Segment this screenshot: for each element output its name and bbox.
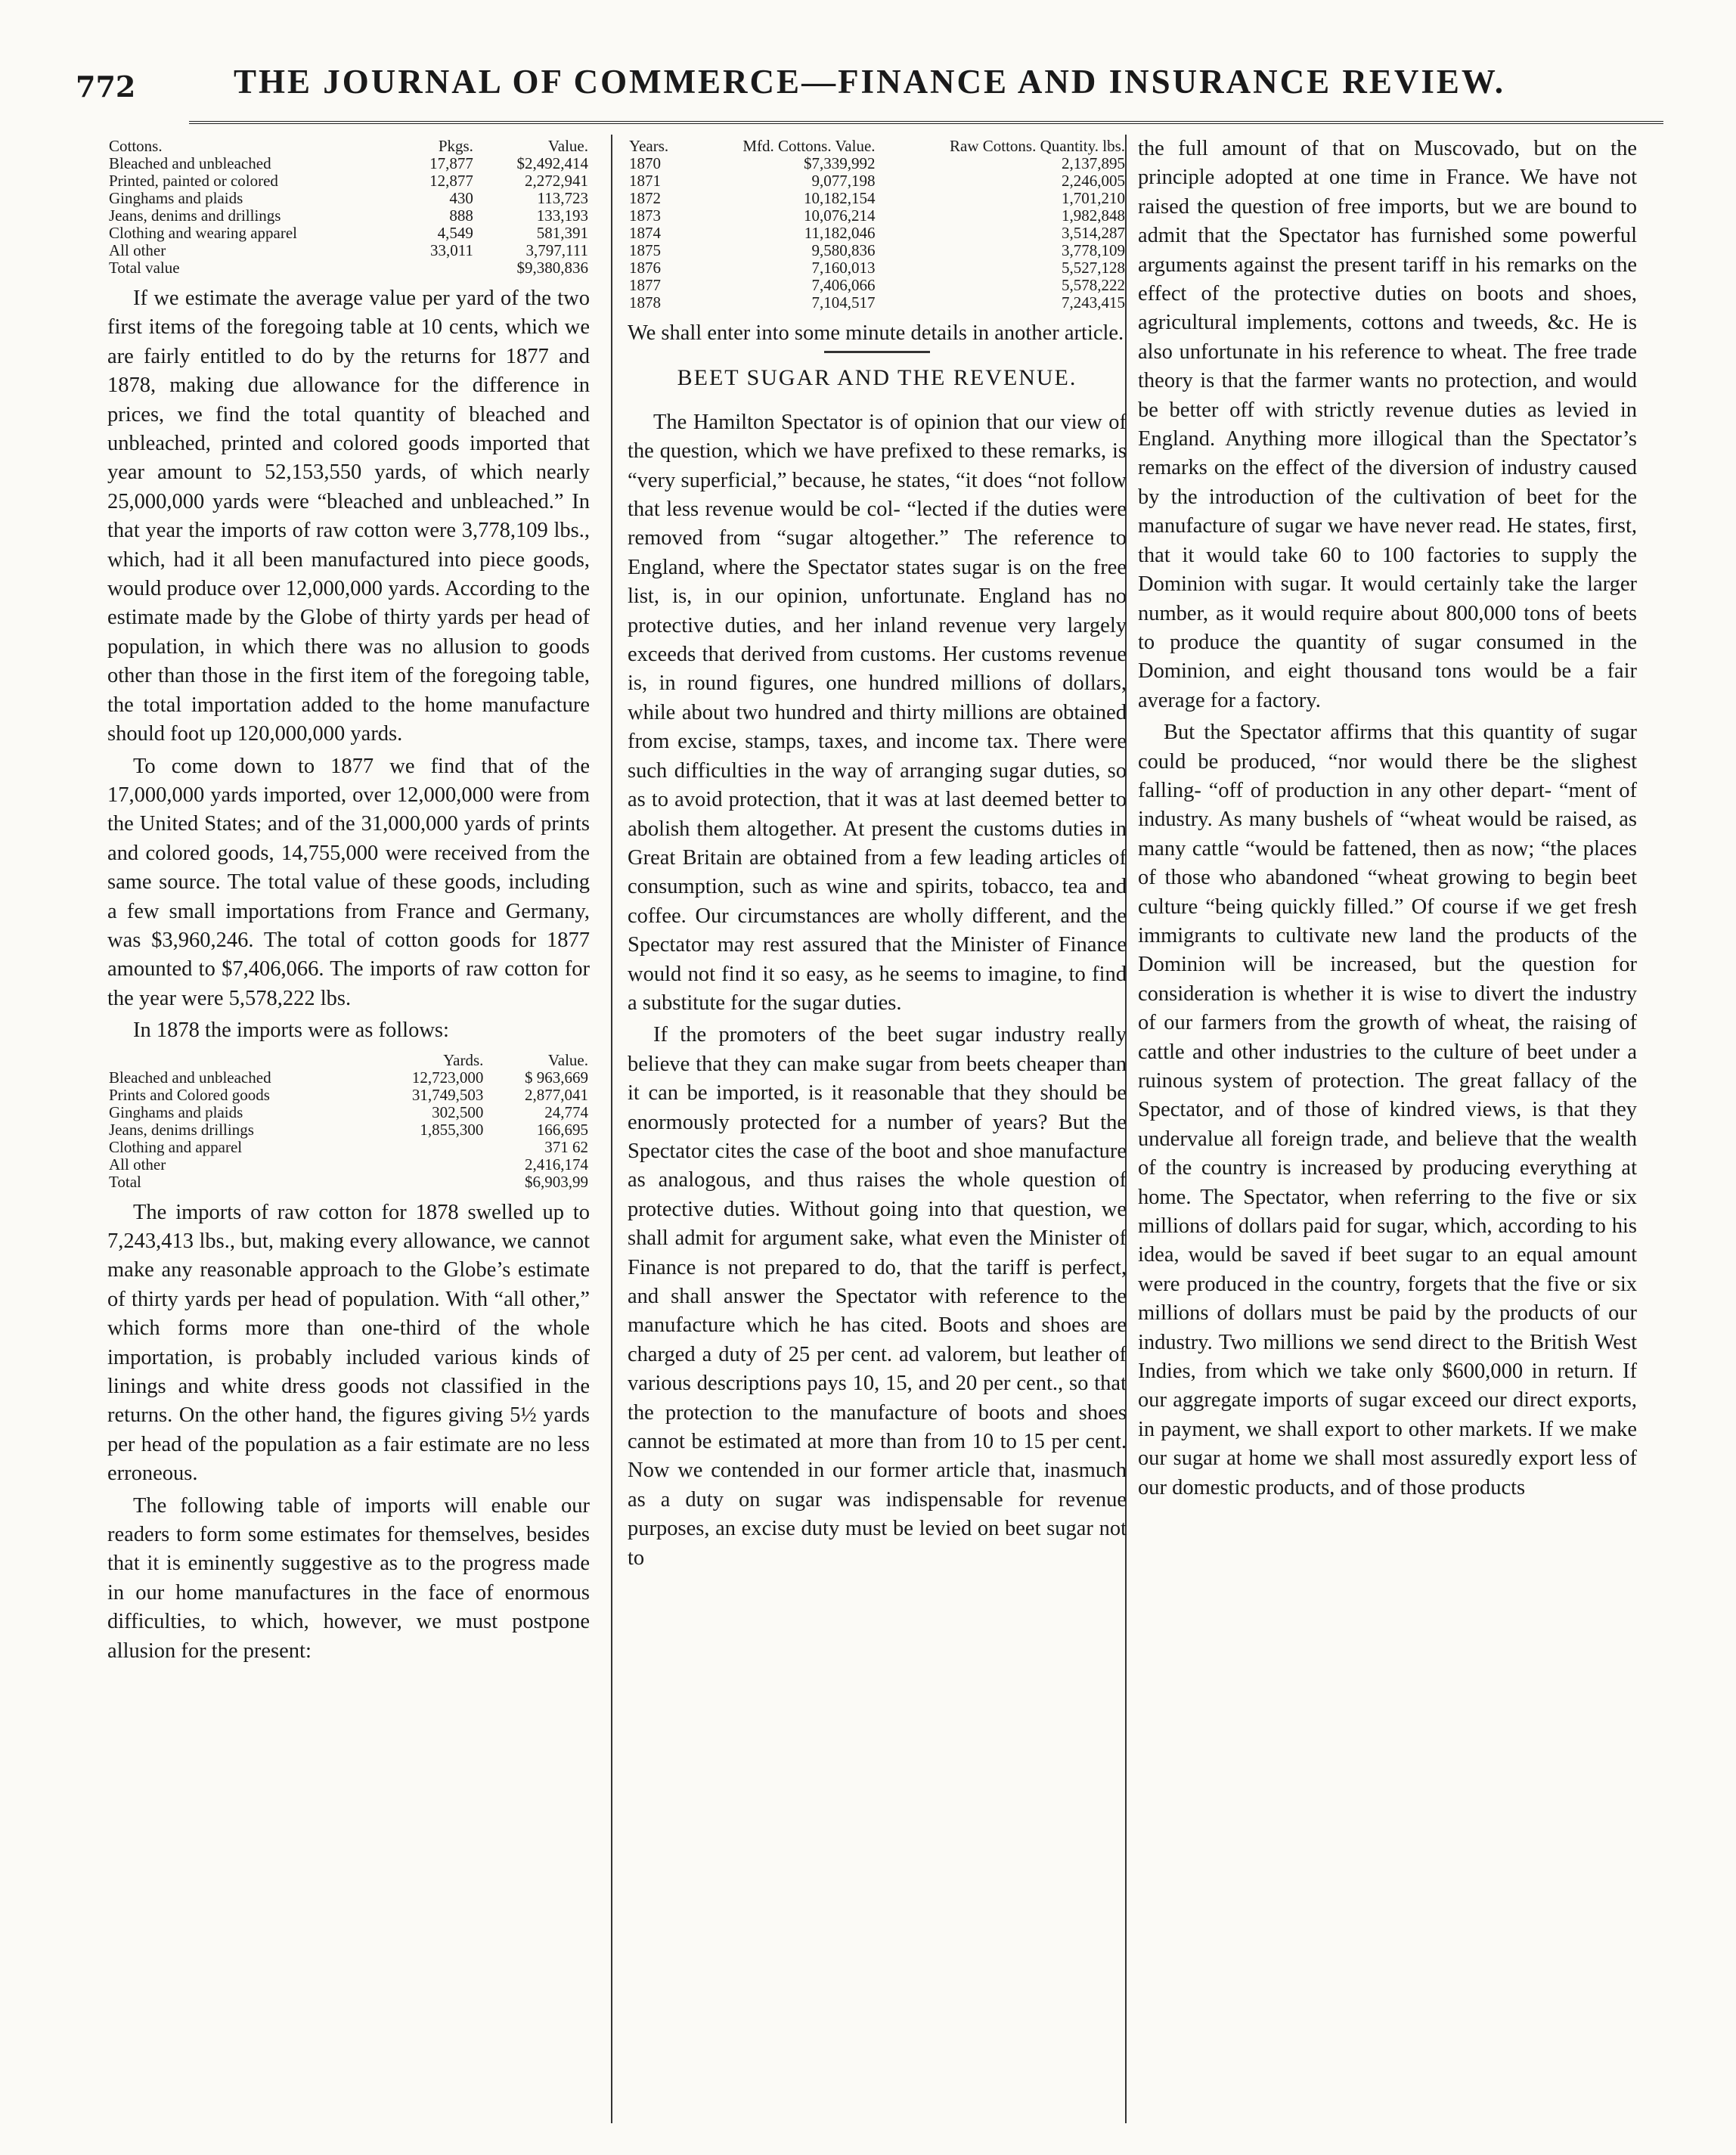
table-cell-qty: 3,514,287 <box>1062 224 1125 242</box>
table-cell-pkgs: 4,549 <box>437 224 473 242</box>
table-row <box>628 259 1127 277</box>
table-cell-qty: 1,701,210 <box>1062 189 1125 207</box>
article-paragraph: We shall enter into some minute details in another article. <box>628 321 1124 345</box>
table-row <box>107 190 590 207</box>
table-cell-pkgs: 33,011 <box>429 241 473 259</box>
table-cell-value: $7,339,992 <box>804 154 876 172</box>
table-cell-yards: 31,749,503 <box>411 1085 484 1104</box>
table-cell-year: 1872 <box>629 189 661 207</box>
table-cell-label: Bleached and unbleached <box>109 154 271 172</box>
table-cell-pkgs: 430 <box>449 189 473 207</box>
table-cell-value: 2,416,174 <box>525 1155 588 1174</box>
table-cell-label: Bleached and unbleached <box>109 1068 271 1087</box>
table-total-label: Total value <box>109 259 180 277</box>
table-header-years: Years. <box>629 137 669 155</box>
page-header <box>76 47 1663 122</box>
table-cell-qty: 1,982,848 <box>1062 206 1125 225</box>
cottons-table-body <box>107 155 590 259</box>
table-header-value: Value. <box>547 137 588 155</box>
table-cell-qty: 3,778,109 <box>1062 241 1125 259</box>
yearly-imports-table <box>628 138 1127 312</box>
table-header-value: Value. <box>547 1050 588 1069</box>
table-cell-yards: 302,500 <box>432 1102 484 1121</box>
table-cell-label: Ginghams and plaids <box>109 189 243 207</box>
table-cell-value: 113,723 <box>537 189 588 207</box>
table-cell-label: Clothing and wearing apparel <box>109 224 298 242</box>
article-paragraph: If the promoters of the beet sugar industry really believe that they can make sugar from beets cheaper than it can be imported, is it reasonable that they should be enormously protected for a number of years? But the Spectator cites the case of the boot and shoe manufacture as analogous, and thus raises the whole question of protective duties. Without going into that question, we shall admit for argument sake, what even the Minister of Finance is not prepared to do, that the tariff is perfect, and shall answer the Spectator with reference to the manufacture which he has cited. Boots and shoes are charged a duty of 25 per cent. ad valorem, but leather of various descriptions pays 10, 15, and 20 per cent., so that the protection to the manufacture of boots and shoes cannot be estimated at more than from 10 to 15 per cent. Now we contended in our former article that, inasmuch as a duty on sugar was indispensable for revenue purposes, an excise duty must be levied on beet sugar not to <box>628 1023 1127 1570</box>
table-total-label: Total <box>109 1172 141 1191</box>
page-number: 772 <box>76 70 136 104</box>
table-row <box>628 155 1127 172</box>
table-cell-value: 11,182,046 <box>804 224 876 242</box>
table-cell-year: 1874 <box>629 224 661 242</box>
table-row <box>107 225 590 242</box>
table-cell-value: 581,391 <box>536 224 588 242</box>
article-paragraph: But the Spectator affirms that this quantity of sugar could be produced, “nor would there be the slighest falling- “off of production in any other depart- “ment of industry. As many bushels of “wheat would be raised, as many cattle “would be fattened, then as now; “the places of those who abandoned “wheat growing to begin beet culture “being quickly filled.” Of course if we get fresh immigrants to cultivate new land the products of the Dominion will be increased, but the question for consideration is whether it is wise to divert the industry of our farmers from the growth of wheat, the raising of cattle and other industries to the culture of beet under a ruinous system of protection. The great fallacy of the Spectator, and of those of kindred views, is that they undervalue all foreign trade, and believe that the wealth of the country is increased by producing everything at home. The Spectator, when referring to the five or six millions of dollars paid for sugar, which, according to his idea, would be saved if beet sugar to an equal amount were produced in the country, forgets that the five or six millions of dollars must be paid by the products of our industry. Two millions we send direct to the British West Indies, from which we take only $600,000 in return. If our aggregate imports of sugar exceed our direct exports, in payment, we shall export to other markets. If we make our sugar at home we shall most assuredly export less of our domestic products, and of those products <box>1138 721 1637 1499</box>
table-cell-label: Ginghams and plaids <box>109 1102 243 1121</box>
table-cell-value: 10,076,214 <box>804 206 876 225</box>
article-paragraph: If we estimate the average value per yard of the two first items of the foregoing table at 10 cents, which we are fairly entitled to do by the returns for 1877 and 1878, making due allowance for the difference in prices, we find the total quantity of bleached and unbleached, printed and colored goods imported that year amount to 52,153,550 yards, of which nearly 25,000,000 yards were “bleached and unbleached.” In that year the imports of raw cotton were 3,778,109 lbs., which, had it all been manufactured into piece goods, would produce over 12,000,000 yards. According to the estimate made by the Globe of thirty yards per head of population, in which there was no allusion to goods other than those in the first item of the foregoing table, the total importation added to the home manufacture should foot up 120,000,000 yards. <box>107 287 590 746</box>
article-paragraph: The Hamilton Spectator is of opinion that our view of the question, which we have prefixed to these remarks, is “very superficial,” because, he states, “it does “not follow that less revenue would be col- “lected if the duties were removed from “sugar altogether.” The reference to England, where the Spectator states sugar is on the free list, is, in our opinion, unfortunate. England has no protective duties, and her inland revenue very largely exceeds that derived from customs. Her customs revenue is, in round figures, one hundred millions of dollars, while about two hundred and thirty millions are obtained from excise, stamps, taxes, and income tax. There were such difficulties in the way of arranging sugar duties, so as to avoid protection, that it was at last deemed better to abolish them altogether. At present the customs duties in Great Britain are obtained from a few leading articles of consumption, such as wine and spirits, tobacco, tea and coffee. Our circumstances are wholly different, and the Spectator may rest assured that the Minister of Finance would not find it so easy, as he seems to imagine, to find a substitute for the sugar duties. <box>628 410 1127 1015</box>
table-header-pkgs: Pkgs. <box>438 137 473 155</box>
table-cell-value: 7,160,013 <box>811 259 876 277</box>
table-row <box>628 225 1127 242</box>
table-cell-value: $ 963,669 <box>525 1068 588 1087</box>
table-row <box>107 172 590 190</box>
table-cell-yards <box>367 1156 485 1174</box>
table-row <box>628 190 1127 207</box>
article-paragraph: The following table of imports will enable our readers to form some estimates for themselves, besides that it is eminently suggestive as to the progress made in our home manufactures in the face of enormous difficulties, to which, however, we must postpone allusion for the present: <box>107 1493 590 1663</box>
table-cell-year: 1875 <box>629 241 661 259</box>
header-rule <box>189 121 1663 124</box>
table-cell-label: Jeans, denims and drillings <box>109 206 281 225</box>
table-cell-value: 166,695 <box>536 1120 588 1139</box>
column-3 <box>1138 135 1637 2131</box>
table-cell-qty: 7,243,415 <box>1062 293 1125 312</box>
table-cell-value: 3,797,111 <box>525 241 588 259</box>
table-cell-yards: 1,855,300 <box>420 1120 484 1139</box>
table-cell-year: 1876 <box>629 259 661 277</box>
table-cell-label: Jeans, denims drillings <box>109 1120 254 1139</box>
table-cell-value: 9,580,836 <box>811 241 876 259</box>
section-divider <box>824 351 930 353</box>
table-cell-qty: 5,527,128 <box>1062 259 1125 277</box>
table-row <box>107 1104 590 1121</box>
table-cell-year: 1878 <box>629 293 661 312</box>
journal-title: THE JOURNAL OF COMMERCE—FINANCE AND INSURANCE REVIEW. <box>233 63 1506 101</box>
table-row <box>107 1139 590 1156</box>
table-cell-value: $2,492,414 <box>516 154 588 172</box>
imports-table-body <box>107 1069 590 1174</box>
table-header-raw: Raw Cottons. Quantity. lbs. <box>950 137 1125 155</box>
table-cell-value: 2,272,941 <box>525 172 588 190</box>
table-cell-qty: 5,578,222 <box>1062 276 1125 294</box>
table-cell-yards <box>367 1139 485 1156</box>
table-cell-label: Printed, painted or colored <box>109 172 278 190</box>
table-cell-year: 1871 <box>629 172 661 190</box>
table-cell-value: 7,104,517 <box>811 293 876 312</box>
table-row <box>107 207 590 225</box>
table-row <box>628 242 1127 259</box>
table-row <box>628 294 1127 312</box>
table-cell-qty: 2,246,005 <box>1062 172 1125 190</box>
table-total-value: $9,380,836 <box>516 259 588 277</box>
table-cell-value: 24,774 <box>544 1102 588 1121</box>
table-row <box>107 242 590 259</box>
table-cell-label: Prints and Colored goods <box>109 1085 270 1104</box>
table-cell-value: 7,406,066 <box>811 276 876 294</box>
table-cell-label: Clothing and apparel <box>109 1137 243 1156</box>
imports-1878-table <box>107 1052 590 1191</box>
table-cell-value: 371 62 <box>544 1137 588 1156</box>
table-cell-value: 133,193 <box>536 206 588 225</box>
table-header-yards: Yards. <box>443 1050 484 1069</box>
table-row <box>107 1087 590 1104</box>
table-cell-year: 1870 <box>629 154 661 172</box>
table-cell-qty: 2,137,895 <box>1062 154 1125 172</box>
table-cell-pkgs: 12,877 <box>429 172 473 190</box>
article-paragraph: To come down to 1877 we find that of the 17,000,000 yards imported, over 12,000,000 were from the United States; and of the 31,000,000 yards of prints and colored goods, 14,755,000 were received from the same source. The total value of these goods, including a few small importations from France and Germany, was $3,960,246. The total of cotton goods for 1877 amounted to $7,406,066. The imports of raw cotton for the year were 5,578,222 lbs. <box>107 754 590 1010</box>
table-row <box>628 277 1127 294</box>
article-heading: BEET SUGAR AND THE REVENUE. <box>677 365 1077 391</box>
table-cell-year: 1877 <box>629 276 661 294</box>
table-header-label: Cottons. <box>109 137 163 155</box>
table-cell-year: 1873 <box>629 206 661 225</box>
table-cell-label: All other <box>109 1155 166 1174</box>
table-cell-value: 9,077,198 <box>811 172 876 190</box>
table-cell-yards: 12,723,000 <box>411 1068 484 1087</box>
column-1 <box>107 135 590 2131</box>
table-row <box>107 155 590 172</box>
table-row <box>107 1121 590 1139</box>
table-row <box>628 172 1127 190</box>
column-rule-1 <box>611 135 612 2123</box>
table-cell-label: All other <box>109 241 166 259</box>
table-row <box>628 207 1127 225</box>
table-row <box>107 1069 590 1087</box>
article-paragraph: the full amount of that on Muscovado, but on the principle adopted at one time in France. We have not raised the question of free imports, but we are bound to admit that the Spectator has furnished some powerful arguments against the present tariff in his remarks on the effect of the protective duties on boots and shoes, agricultural implements, cottons and tweeds, &c. He is also unfortunate in his reference to wheat. The free trade theory is that the farmer wants no protection, and would be better off with strictly revenue duties as levied in England. Anything more illogical than the Spectator’s remarks on the effect of the diversion of industry caused by the introduction of the cultivation of beet for the manufacture of sugar we have never read. He states, first, that it would take 60 to 100 factories to supply the Dominion with sugar. It would certainly take the larger number, as it would require about 800,000 tons of beets to produce the quantity of sugar consumed in the Dominion, and eight thousand tons would be a fair average for a factory. <box>1138 137 1637 712</box>
table-header-mfd: Mfd. Cottons. Value. <box>742 137 876 155</box>
article-paragraph: The imports of raw cotton for 1878 swelled up to 7,243,413 lbs., but, making every allowance, we cannot make any reasonable approach to the Globe’s estimate of thirty yards per head of population. With “all other,” which forms more than one-third of the whole importation, is probably included various kinds of linings and white dress goods not classified in the returns. On the other hand, the figures giving 5½ yards per head of the population as a fair estimate are no less erroneous. <box>107 1200 590 1486</box>
column-2 <box>628 135 1127 2131</box>
table-cell-pkgs: 888 <box>449 206 473 225</box>
yearly-table-body <box>628 155 1127 312</box>
table-cell-pkgs: 17,877 <box>429 154 473 172</box>
table-row <box>107 1156 590 1174</box>
table-cell-value: 10,182,154 <box>804 189 876 207</box>
table-cell-value: 2,877,041 <box>525 1085 588 1104</box>
table-total-value: $6,903,99 <box>525 1172 588 1191</box>
cottons-value-table <box>107 138 590 277</box>
table-intro: In 1878 the imports were as follows: <box>133 1019 449 1043</box>
